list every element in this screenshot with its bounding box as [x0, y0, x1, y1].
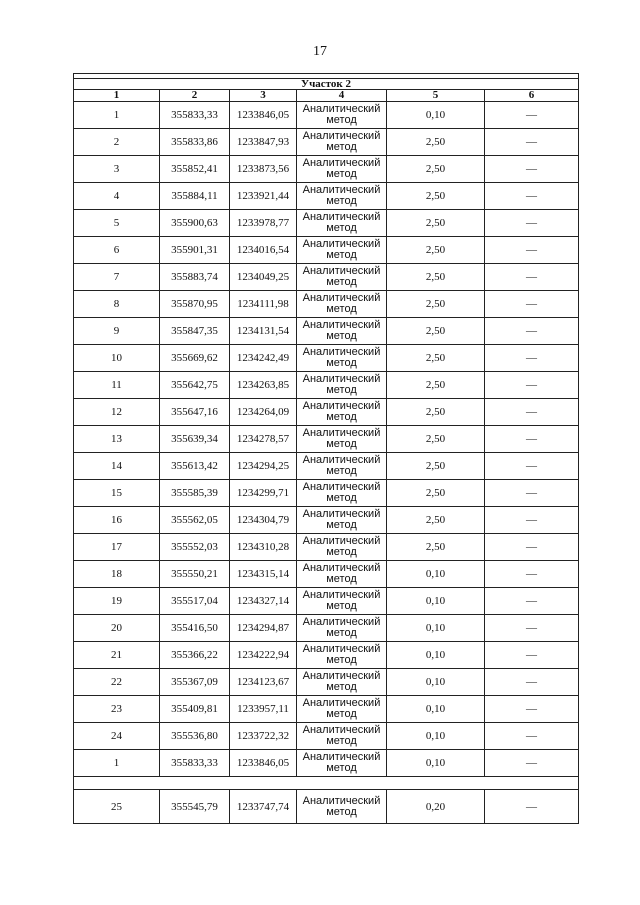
table-row [74, 210, 579, 237]
point-number: 10 [74, 345, 160, 372]
method-cell [297, 129, 387, 156]
table-row [74, 156, 579, 183]
accuracy-value: 0,10 [387, 642, 485, 669]
dash-mark: — [485, 426, 579, 453]
dash-mark: — [485, 183, 579, 210]
table-row [74, 183, 579, 210]
dash-mark: — [485, 372, 579, 399]
dash-mark: — [485, 669, 579, 696]
x-coordinate: 355884,11 [160, 183, 230, 210]
x-coordinate: 355552,03 [160, 534, 230, 561]
method-line-1: Аналитический [302, 562, 381, 574]
table-row [74, 696, 579, 723]
method-line-2: метод [326, 627, 357, 639]
point-number: 21 [74, 642, 160, 669]
accuracy-value: 2,50 [387, 426, 485, 453]
method-cell [297, 696, 387, 723]
point-number: 22 [74, 669, 160, 696]
accuracy-value: 0,10 [387, 696, 485, 723]
x-coordinate: 355517,04 [160, 588, 230, 615]
x-coordinate: 355833,33 [160, 750, 230, 777]
dash-mark: — [485, 480, 579, 507]
table-row [74, 723, 579, 750]
dash-mark: — [485, 291, 579, 318]
column-number: 5 [387, 90, 485, 102]
method-line-1: Аналитический [302, 508, 381, 520]
method-line-2: метод [326, 465, 357, 477]
method-line-2: метод [326, 411, 357, 423]
method-line-2: метод [326, 357, 357, 369]
x-coordinate: 355847,35 [160, 318, 230, 345]
table-row [74, 507, 579, 534]
accuracy-value: 2,50 [387, 345, 485, 372]
column-number: 2 [160, 90, 230, 102]
table-row [74, 669, 579, 696]
table-row [74, 345, 579, 372]
point-number: 5 [74, 210, 160, 237]
accuracy-value: 2,50 [387, 183, 485, 210]
page-number: 17 [313, 44, 327, 59]
x-coordinate: 355833,86 [160, 129, 230, 156]
method-line-1: Аналитический [302, 184, 381, 196]
dash-mark: — [485, 237, 579, 264]
table-row [74, 102, 579, 129]
method-line-1: Аналитический [302, 157, 381, 169]
method-line-1: Аналитический [302, 238, 381, 250]
y-coordinate: 1233747,74 [230, 790, 297, 824]
method-line-1: Аналитический [302, 427, 381, 439]
method-line-2: метод [326, 600, 357, 612]
point-number: 18 [74, 561, 160, 588]
x-coordinate: 355852,41 [160, 156, 230, 183]
accuracy-value: 0,10 [387, 561, 485, 588]
table-row [74, 453, 579, 480]
method-line-1: Аналитический [302, 400, 381, 412]
accuracy-value: 2,50 [387, 480, 485, 507]
table-row [74, 426, 579, 453]
method-line-2: метод [326, 141, 357, 153]
method-line-1: Аналитический [302, 751, 381, 763]
point-number: 9 [74, 318, 160, 345]
y-coordinate: 1233873,56 [230, 156, 297, 183]
table-row [74, 588, 579, 615]
table-row [74, 399, 579, 426]
method-line-2: метод [326, 438, 357, 450]
dash-mark: — [485, 534, 579, 561]
method-cell [297, 399, 387, 426]
table-row [74, 264, 579, 291]
dash-mark: — [485, 399, 579, 426]
method-line-2: метод [326, 249, 357, 261]
accuracy-value: 2,50 [387, 372, 485, 399]
point-number: 13 [74, 426, 160, 453]
point-number: 20 [74, 615, 160, 642]
point-number: 4 [74, 183, 160, 210]
accuracy-value: 2,50 [387, 264, 485, 291]
method-line-1: Аналитический [302, 454, 381, 466]
table-row [74, 534, 579, 561]
method-line-1: Аналитический [302, 670, 381, 682]
method-line-2: метод [326, 805, 357, 818]
method-line-2: метод [326, 546, 357, 558]
method-line-2: метод [326, 708, 357, 720]
point-number: 12 [74, 399, 160, 426]
x-coordinate: 355367,09 [160, 669, 230, 696]
point-number: 2 [74, 129, 160, 156]
table-row [74, 561, 579, 588]
method-line-1: Аналитический [302, 697, 381, 709]
method-line-2: метод [326, 168, 357, 180]
dash-mark: — [485, 453, 579, 480]
method-cell [297, 372, 387, 399]
method-cell [297, 507, 387, 534]
method-line-2: метод [326, 330, 357, 342]
column-number: 6 [485, 90, 579, 102]
coordinates-table [73, 73, 579, 824]
table-row [74, 480, 579, 507]
method-line-1: Аналитический [302, 794, 381, 807]
x-coordinate: 355900,63 [160, 210, 230, 237]
x-coordinate: 355550,21 [160, 561, 230, 588]
x-coordinate: 355416,50 [160, 615, 230, 642]
y-coordinate: 1234016,54 [230, 237, 297, 264]
method-cell [297, 669, 387, 696]
table-row [74, 129, 579, 156]
x-coordinate: 355647,16 [160, 399, 230, 426]
method-line-2: метод [326, 276, 357, 288]
point-number: 7 [74, 264, 160, 291]
method-cell [297, 561, 387, 588]
method-line-2: метод [326, 519, 357, 531]
point-number: 15 [74, 480, 160, 507]
accuracy-value: 0,10 [387, 723, 485, 750]
table-row [74, 790, 579, 824]
y-coordinate: 1234315,14 [230, 561, 297, 588]
y-coordinate: 1234304,79 [230, 507, 297, 534]
accuracy-value: 2,50 [387, 399, 485, 426]
y-coordinate: 1234242,49 [230, 345, 297, 372]
x-coordinate: 355901,31 [160, 237, 230, 264]
table-row [74, 615, 579, 642]
accuracy-value: 2,50 [387, 534, 485, 561]
x-coordinate: 355669,62 [160, 345, 230, 372]
method-line-1: Аналитический [302, 643, 381, 655]
dash-mark: — [485, 588, 579, 615]
accuracy-value: 0,20 [387, 790, 485, 824]
method-cell [297, 291, 387, 318]
accuracy-value: 2,50 [387, 453, 485, 480]
point-number: 8 [74, 291, 160, 318]
dash-mark: — [485, 696, 579, 723]
point-number: 1 [74, 750, 160, 777]
x-coordinate: 355833,33 [160, 102, 230, 129]
dash-mark: — [485, 750, 579, 777]
method-line-1: Аналитический [302, 589, 381, 601]
x-coordinate: 355536,80 [160, 723, 230, 750]
dash-mark: — [485, 642, 579, 669]
method-line-1: Аналитический [302, 616, 381, 628]
method-cell [297, 264, 387, 291]
x-coordinate: 355639,34 [160, 426, 230, 453]
dash-mark: — [485, 318, 579, 345]
dash-mark: — [485, 561, 579, 588]
accuracy-value: 0,10 [387, 615, 485, 642]
x-coordinate: 355585,39 [160, 480, 230, 507]
accuracy-value: 2,50 [387, 507, 485, 534]
dash-mark: — [485, 102, 579, 129]
method-line-2: метод [326, 114, 357, 126]
column-number: 4 [297, 90, 387, 102]
method-line-2: метод [326, 303, 357, 315]
point-number: 14 [74, 453, 160, 480]
point-number: 25 [74, 790, 160, 824]
y-coordinate: 1234049,25 [230, 264, 297, 291]
y-coordinate: 1234123,67 [230, 669, 297, 696]
y-coordinate: 1234263,85 [230, 372, 297, 399]
accuracy-value: 0,10 [387, 588, 485, 615]
point-number: 17 [74, 534, 160, 561]
method-line-2: метод [326, 762, 357, 774]
method-line-2: метод [326, 384, 357, 396]
point-number: 19 [74, 588, 160, 615]
y-coordinate: 1233846,05 [230, 102, 297, 129]
point-number: 11 [74, 372, 160, 399]
method-line-1: Аналитический [302, 265, 381, 277]
dash-mark: — [485, 507, 579, 534]
method-cell [297, 615, 387, 642]
method-cell [297, 480, 387, 507]
y-coordinate: 1234111,98 [230, 291, 297, 318]
y-coordinate: 1234327,14 [230, 588, 297, 615]
method-cell [297, 534, 387, 561]
method-cell [297, 102, 387, 129]
table-row [74, 237, 579, 264]
y-coordinate: 1233846,05 [230, 750, 297, 777]
accuracy-value: 2,50 [387, 156, 485, 183]
column-number: 3 [230, 90, 297, 102]
y-coordinate: 1234299,71 [230, 480, 297, 507]
table-row [74, 750, 579, 777]
method-line-2: метод [326, 654, 357, 666]
method-line-1: Аналитический [302, 373, 381, 385]
method-cell [297, 453, 387, 480]
dash-mark: — [485, 156, 579, 183]
y-coordinate: 1234310,28 [230, 534, 297, 561]
method-cell [297, 156, 387, 183]
y-coordinate: 1233957,11 [230, 696, 297, 723]
y-coordinate: 1233978,77 [230, 210, 297, 237]
point-number: 23 [74, 696, 160, 723]
dash-mark: — [485, 345, 579, 372]
method-line-2: метод [326, 735, 357, 747]
point-number: 24 [74, 723, 160, 750]
x-coordinate: 355545,79 [160, 790, 230, 824]
accuracy-value: 0,10 [387, 750, 485, 777]
method-cell [297, 237, 387, 264]
table-row [74, 291, 579, 318]
y-coordinate: 1234131,54 [230, 318, 297, 345]
method-line-1: Аналитический [302, 481, 381, 493]
dash-mark: — [485, 129, 579, 156]
x-coordinate: 355642,75 [160, 372, 230, 399]
method-line-2: метод [326, 681, 357, 693]
method-line-1: Аналитический [302, 130, 381, 142]
point-number: 1 [74, 102, 160, 129]
dash-mark: — [485, 723, 579, 750]
point-number: 6 [74, 237, 160, 264]
accuracy-value: 2,50 [387, 318, 485, 345]
method-line-2: метод [326, 573, 357, 585]
method-cell [297, 723, 387, 750]
x-coordinate: 355883,74 [160, 264, 230, 291]
separator-row [74, 777, 579, 790]
method-cell [297, 790, 387, 824]
method-cell [297, 345, 387, 372]
method-cell [297, 318, 387, 345]
y-coordinate: 1234294,25 [230, 453, 297, 480]
method-line-1: Аналитический [302, 319, 381, 331]
method-line-1: Аналитический [302, 724, 381, 736]
column-number: 1 [74, 90, 160, 102]
dash-mark: — [485, 210, 579, 237]
point-number: 16 [74, 507, 160, 534]
y-coordinate: 1233921,44 [230, 183, 297, 210]
x-coordinate: 355870,95 [160, 291, 230, 318]
method-line-2: метод [326, 195, 357, 207]
table-row [74, 642, 579, 669]
y-coordinate: 1233847,93 [230, 129, 297, 156]
accuracy-value: 2,50 [387, 291, 485, 318]
dash-mark: — [485, 264, 579, 291]
y-coordinate: 1234222,94 [230, 642, 297, 669]
table-row [74, 318, 579, 345]
y-coordinate: 1234294,87 [230, 615, 297, 642]
dash-mark: — [485, 790, 579, 824]
y-coordinate: 1234264,09 [230, 399, 297, 426]
column-number-row [74, 90, 579, 102]
method-line-2: метод [326, 492, 357, 504]
method-line-2: метод [326, 222, 357, 234]
y-coordinate: 1234278,57 [230, 426, 297, 453]
method-cell [297, 426, 387, 453]
accuracy-value: 2,50 [387, 129, 485, 156]
method-line-1: Аналитический [302, 103, 381, 115]
accuracy-value: 0,10 [387, 669, 485, 696]
accuracy-value: 2,50 [387, 210, 485, 237]
x-coordinate: 355409,81 [160, 696, 230, 723]
y-coordinate: 1233722,32 [230, 723, 297, 750]
x-coordinate: 355613,42 [160, 453, 230, 480]
method-line-1: Аналитический [302, 292, 381, 304]
accuracy-value: 2,50 [387, 237, 485, 264]
method-line-1: Аналитический [302, 346, 381, 358]
method-line-1: Аналитический [302, 535, 381, 547]
table-row [74, 372, 579, 399]
x-coordinate: 355562,05 [160, 507, 230, 534]
accuracy-value: 0,10 [387, 102, 485, 129]
method-cell [297, 750, 387, 777]
section-header-row [74, 79, 579, 90]
method-line-1: Аналитический [302, 211, 381, 223]
method-cell [297, 210, 387, 237]
method-cell [297, 183, 387, 210]
dash-mark: — [485, 615, 579, 642]
x-coordinate: 355366,22 [160, 642, 230, 669]
point-number: 3 [74, 156, 160, 183]
method-cell [297, 588, 387, 615]
method-cell [297, 642, 387, 669]
section-title: Участок 2 [74, 79, 579, 90]
